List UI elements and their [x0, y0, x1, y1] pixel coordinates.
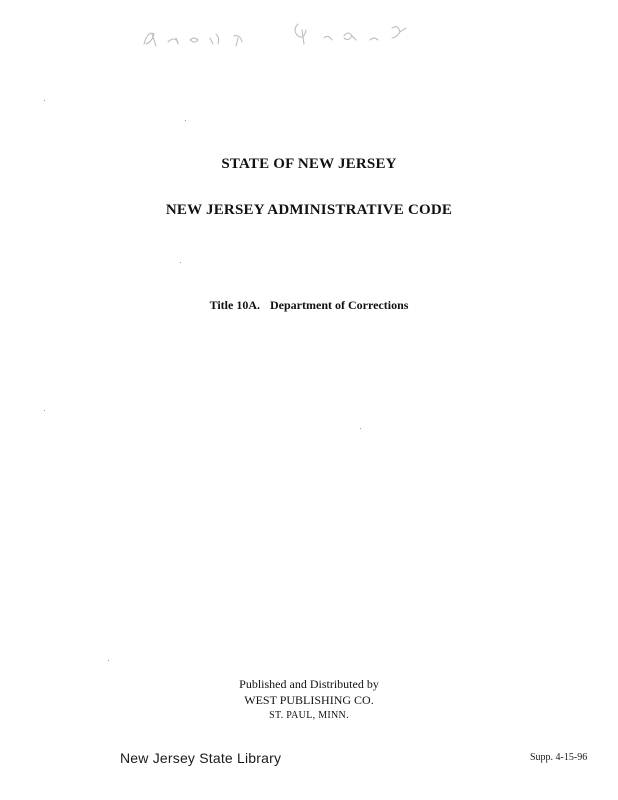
scan-speck [108, 660, 109, 661]
scan-speck [360, 428, 361, 429]
state-title: STATE OF NEW JERSEY [221, 156, 397, 172]
scan-speck [44, 410, 45, 411]
publisher-block [0, 676, 618, 724]
scan-speck [44, 100, 45, 101]
supplement-date: Supp. 4-15-96 [530, 752, 588, 763]
handwritten-annotation [138, 14, 428, 54]
publisher-name: WEST PUBLISHING CO. [244, 693, 374, 707]
title-number: Title 10A. [209, 298, 261, 312]
title-heading [0, 298, 618, 313]
scan-speck [180, 262, 181, 263]
publisher-location: ST. PAUL, MINN. [269, 710, 349, 721]
scan-speck [185, 120, 186, 121]
title-name: Department of Corrections [270, 298, 409, 312]
publisher-line-1: Published and Distributed by [239, 677, 379, 691]
code-title: NEW JERSEY ADMINISTRATIVE CODE [165, 202, 453, 218]
library-stamp: New Jersey State Library [120, 750, 282, 766]
